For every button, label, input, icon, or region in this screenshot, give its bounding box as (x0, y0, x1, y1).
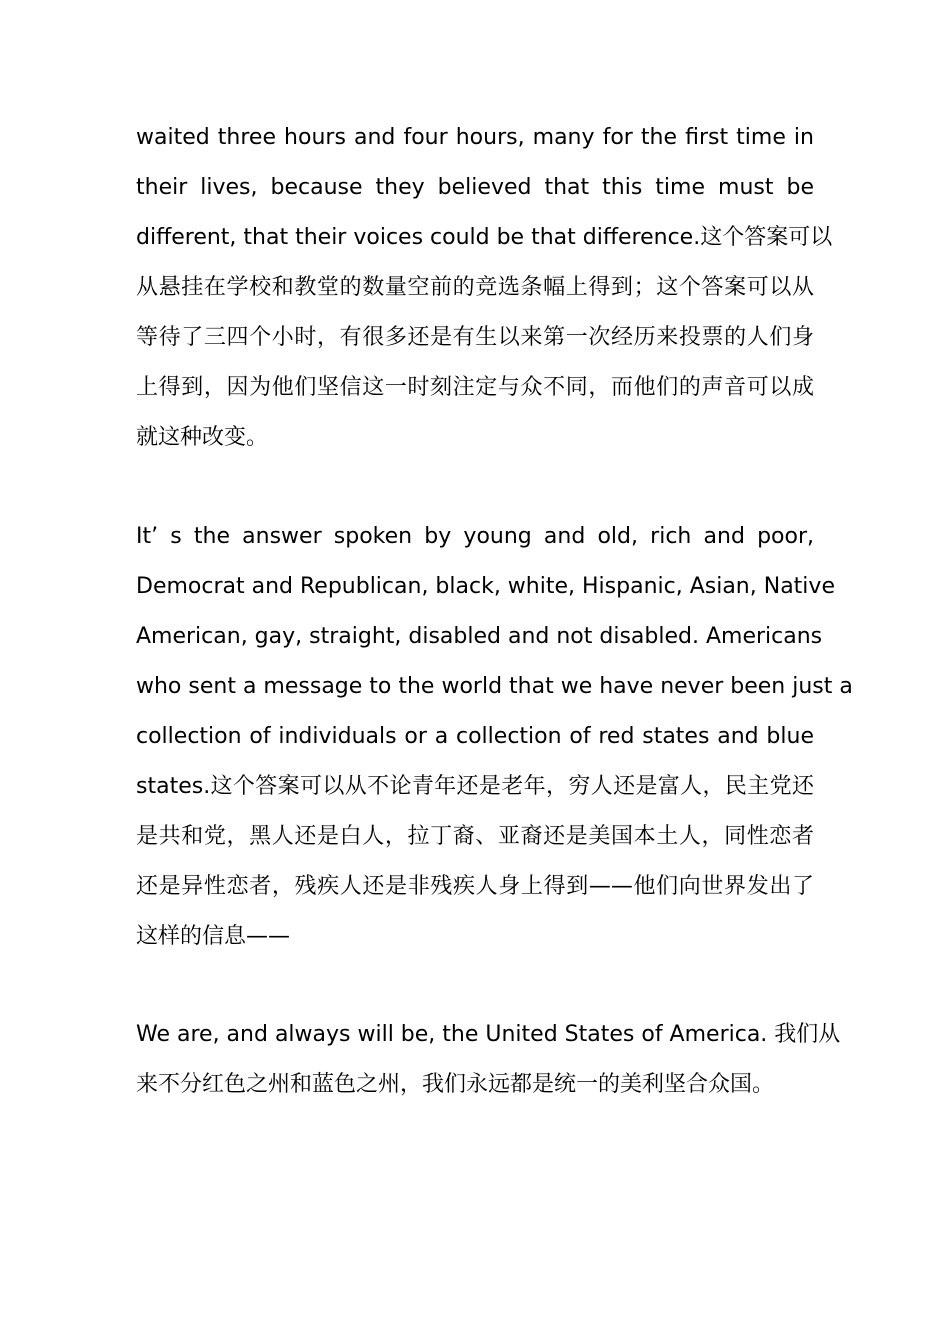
text-line: 就这种改变。 (136, 425, 269, 450)
text-line: 这样的信息—— (136, 924, 291, 949)
text-line: 上得到，因为他们坚信这一时刻注定与众不同，而他们的声音可以成 (136, 375, 814, 400)
text-line: who sent a message to the world that we have never been just a (136, 674, 853, 699)
text-line: It’ s the answer spoken by young and old, rich and poor, (136, 524, 814, 549)
text-line: their lives, because they believed that this time must be (136, 175, 814, 200)
text-line: 从悬挂在学校和教堂的数量空前的竞选条幅上得到；这个答案可以从 (136, 275, 814, 300)
text-line: We are, and always will be, the United States of America. 我们从 (136, 1022, 841, 1047)
text-line: waited three hours and four hours, many for the first time in (136, 125, 814, 150)
text-line: different, that their voices could be that difference.这个答案可以 (136, 225, 833, 250)
text-line: collection of individuals or a collection of red states and blue (136, 724, 814, 749)
text-line: 等待了三四个小时，有很多还是有生以来第一次经历来投票的人们身 (136, 325, 814, 350)
text-line: 还是异性恋者，残疾人还是非残疾人身上得到——他们向世界发出了 (136, 874, 814, 899)
text-line: Democrat and Republican, black, white, Hispanic, Asian, Native (136, 574, 835, 599)
text-line: 是共和党，黑人还是白人，拉丁裔、亚裔还是美国本土人，同性恋者 (136, 824, 814, 849)
text-line: 来不分红色之州和蓝色之州，我们永远都是统一的美利坚合众国。 (136, 1072, 775, 1097)
text-line: states.这个答案可以从不论青年还是老年，穷人还是富人，民主党还 (136, 774, 814, 799)
text-line: American, gay, straight, disabled and not disabled. Americans (136, 624, 823, 649)
